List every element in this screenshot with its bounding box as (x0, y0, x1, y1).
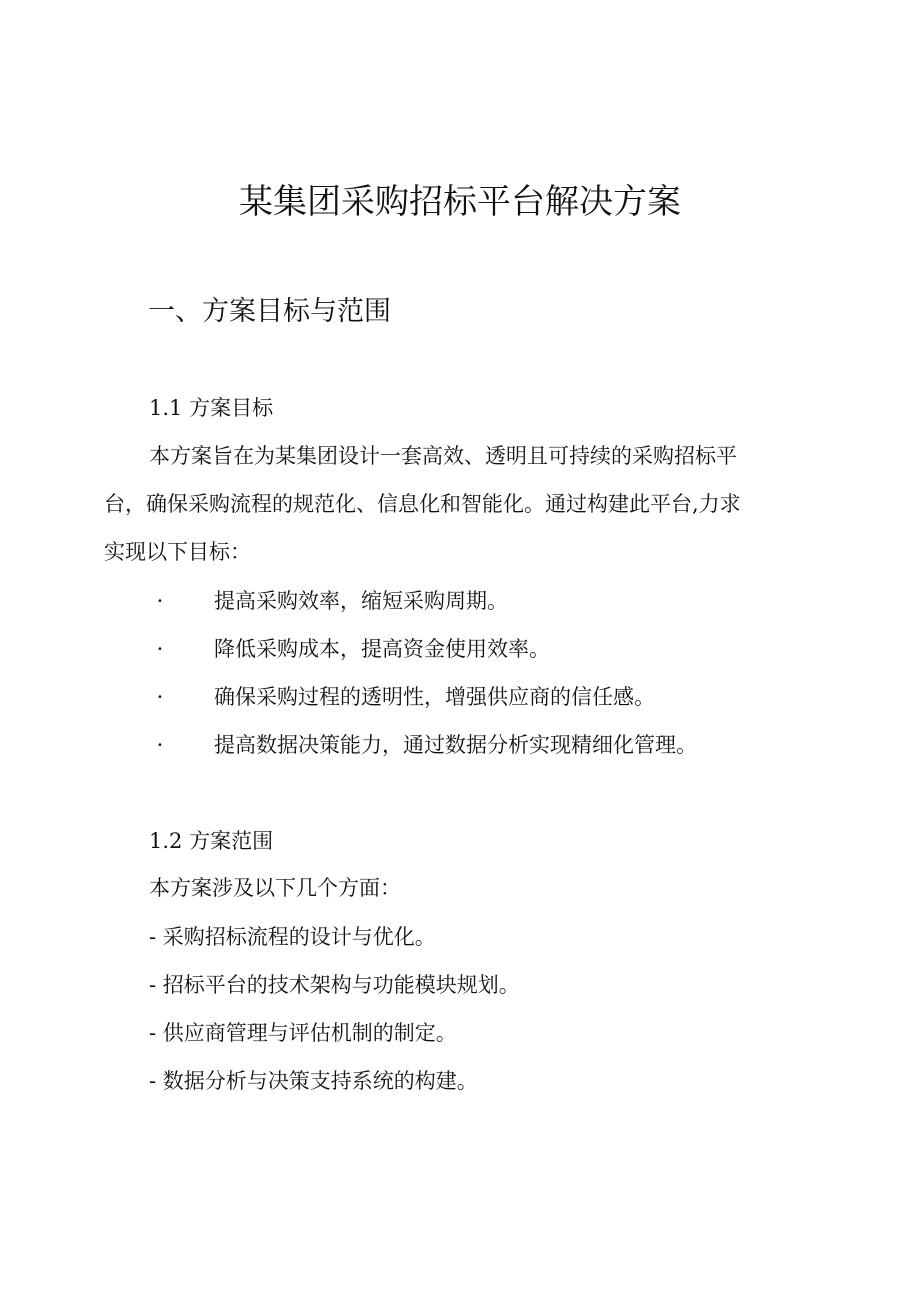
bullet-dot-icon: · (156, 685, 164, 709)
subsection-heading-1-1: 1.1 方案目标 (149, 396, 274, 420)
bullet-item: 提高采购效率，缩短采购周期。 (214, 589, 508, 613)
scope-intro: 本方案涉及以下几个方面： (149, 876, 401, 900)
bullet-item: 降低采购成本，提高资金使用效率。 (214, 637, 550, 661)
bullet-item: 提高数据决策能力，通过数据分析实现精细化管理。 (214, 733, 697, 757)
subsection-heading-1-2: 1.2 方案范围 (149, 829, 274, 853)
document-title: 某集团采购招标平台解决方案 (239, 182, 681, 222)
scope-item: - 供应商管理与评估机制的制定。 (149, 1021, 457, 1045)
scope-item: - 采购招标流程的设计与优化。 (149, 925, 436, 949)
bullet-item: 确保采购过程的透明性，增强供应商的信任感。 (214, 685, 655, 709)
paragraph-line: 本方案旨在为某集团设计一套高效、透明且可持续的采购招标平 (149, 444, 737, 468)
section-heading-1: 一、方案目标与范围 (148, 296, 391, 327)
bullet-dot-icon: · (156, 589, 164, 613)
bullet-dot-icon: · (156, 637, 164, 661)
paragraph-line: 实现以下目标： (104, 540, 251, 564)
bullet-dot-icon: · (156, 733, 164, 757)
scope-item: - 招标平台的技术架构与功能模块规划。 (149, 973, 520, 997)
paragraph-line: 台，确保采购流程的规范化、信息化和智能化。通过构建此平台,力求 (104, 492, 741, 516)
scope-item: - 数据分析与决策支持系统的构建。 (149, 1069, 478, 1093)
